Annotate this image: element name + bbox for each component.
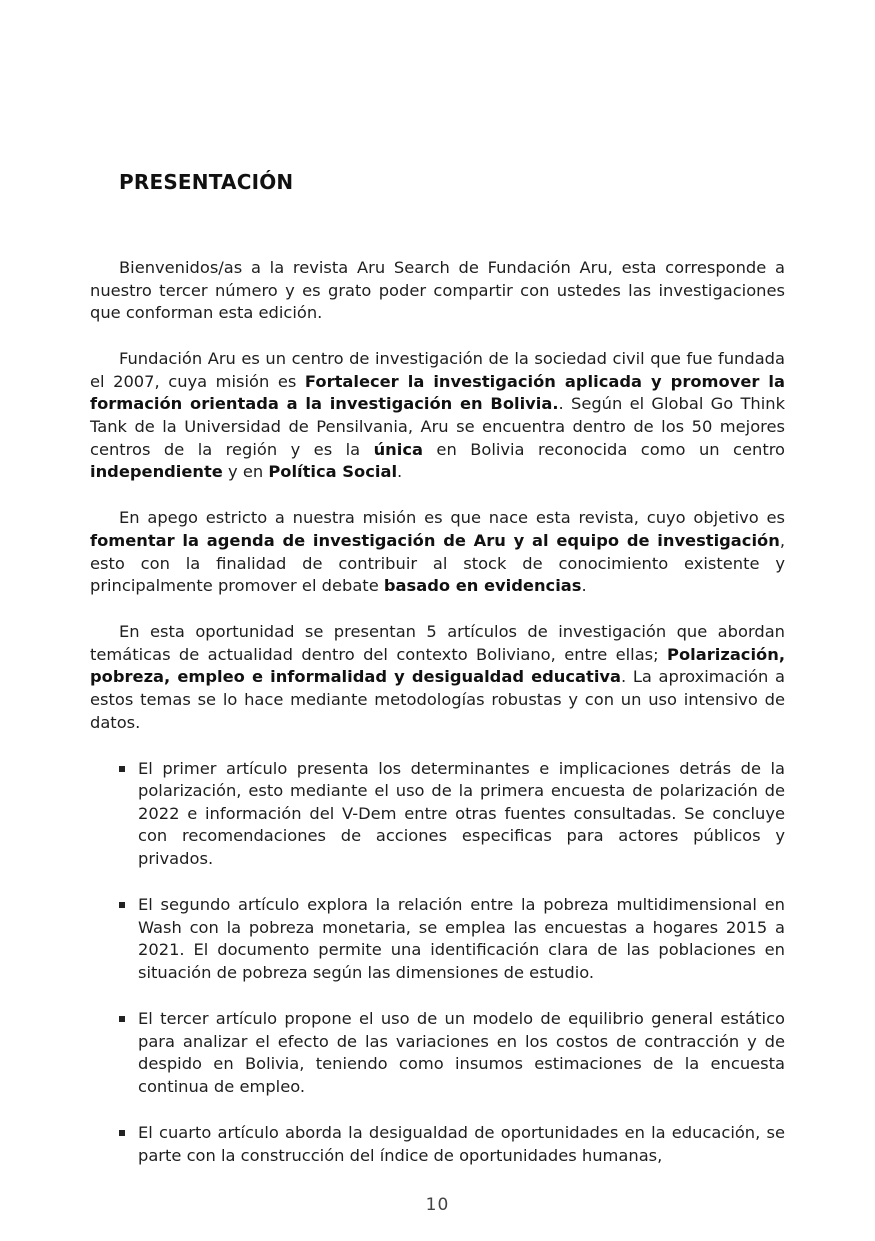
paragraph-list xyxy=(90,257,785,734)
text-run: . xyxy=(397,462,403,482)
text-run: , esto con la finalidad de contribuir al stock de conocimiento existente y principalmente promover el debate xyxy=(90,530,785,596)
bold-text: fomentar la agenda de investigación de Aru y al equipo de investigación xyxy=(90,530,780,550)
text-run: Bienvenidos/as a la revista Aru Search de Fundación Aru, esta corresponde a nuestro tercer número y es grato poder compartir con ustedes las investigaciones que conforman esta edición. xyxy=(90,258,785,323)
list-item-text: El segundo artículo explora la relación entre la pobreza multidimensional en Wash con la pobreza monetaria, se emplea las encuestas a hogares 2015 a 2021. El documento permite una identificación clara de las poblaciones en situación de pobreza según las dimensiones de estudio. xyxy=(138,895,785,982)
bold-text: independiente xyxy=(90,462,223,482)
list-item-text: El cuarto artículo aborda la desigualdad de oportunidades en la educación, se parte con la construcción del índice de oportunidades humanas, xyxy=(138,1122,785,1165)
text-run: Fundación Aru es un centro de investigación de la sociedad civil que fue fundada el 2007, cuya misión es xyxy=(90,349,785,391)
bold-text: Fortalecer la investigación aplicada y promover la formación orientada a la investigación en Bolivia. xyxy=(90,371,785,414)
text-run: En apego estricto a nuestra misión es que nace esta revista, cuyo objetivo es xyxy=(119,508,785,528)
bullet-square-icon xyxy=(119,1130,125,1136)
bullet-square-icon xyxy=(119,766,125,772)
list-item-text: El primer artículo presenta los determinantes e implicaciones detrás de la polarización, esto mediante el uso de la primera encuesta de polarización de 2022 e información del V-Dem entre otras fuentes consultadas. Se concluye con recomendaciones de acciones especificas para actores públicos y privados. xyxy=(138,758,785,869)
paragraph xyxy=(90,507,785,597)
bold-text: Polarización, pobreza, empleo e informalidad y desigualdad educativa xyxy=(90,644,785,687)
paragraph xyxy=(90,348,785,484)
page-title: PRESENTACIÓN xyxy=(119,170,294,194)
bold-text: basado en evidencias xyxy=(383,576,582,596)
paragraph xyxy=(90,621,785,734)
text-run: en Bolivia reconocida como un centro xyxy=(422,439,786,459)
bold-text: única xyxy=(373,439,423,459)
text-run: y en xyxy=(222,462,269,482)
list-item xyxy=(138,1122,785,1167)
body-text xyxy=(90,257,785,1191)
bullet-square-icon xyxy=(119,902,125,908)
list-item xyxy=(138,894,785,984)
text-run: . xyxy=(581,576,587,596)
bullet-square-icon xyxy=(119,1016,125,1022)
list-item xyxy=(138,1008,785,1098)
paragraph xyxy=(90,257,785,325)
list-item-text: El tercer artículo propone el uso de un modelo de equilibrio general estático para analizar el efecto de las variaciones en los costos de contracción y de despido en Bolivia, teniendo como insumos estimaciones de la encuesta continua de empleo. xyxy=(138,1009,785,1096)
page-number: 10 xyxy=(425,1195,450,1215)
text-run: . Según el Global Go Think Tank de la Universidad de Pensilvania, Aru se encuentra dentro de los 50 mejores centros de la región y es la xyxy=(90,394,786,459)
bold-text: Política Social xyxy=(268,462,398,482)
bullet-list xyxy=(90,758,785,1167)
text-run: . La aproximación a estos temas se lo hace mediante metodologías robustas y con un uso intensivo de datos. xyxy=(90,667,785,732)
text-run: En esta oportunidad se presentan 5 artículos de investigación que abordan temáticas de actualidad dentro del contexto Boliviano, entre ellas; xyxy=(90,622,785,664)
list-item xyxy=(138,758,785,871)
